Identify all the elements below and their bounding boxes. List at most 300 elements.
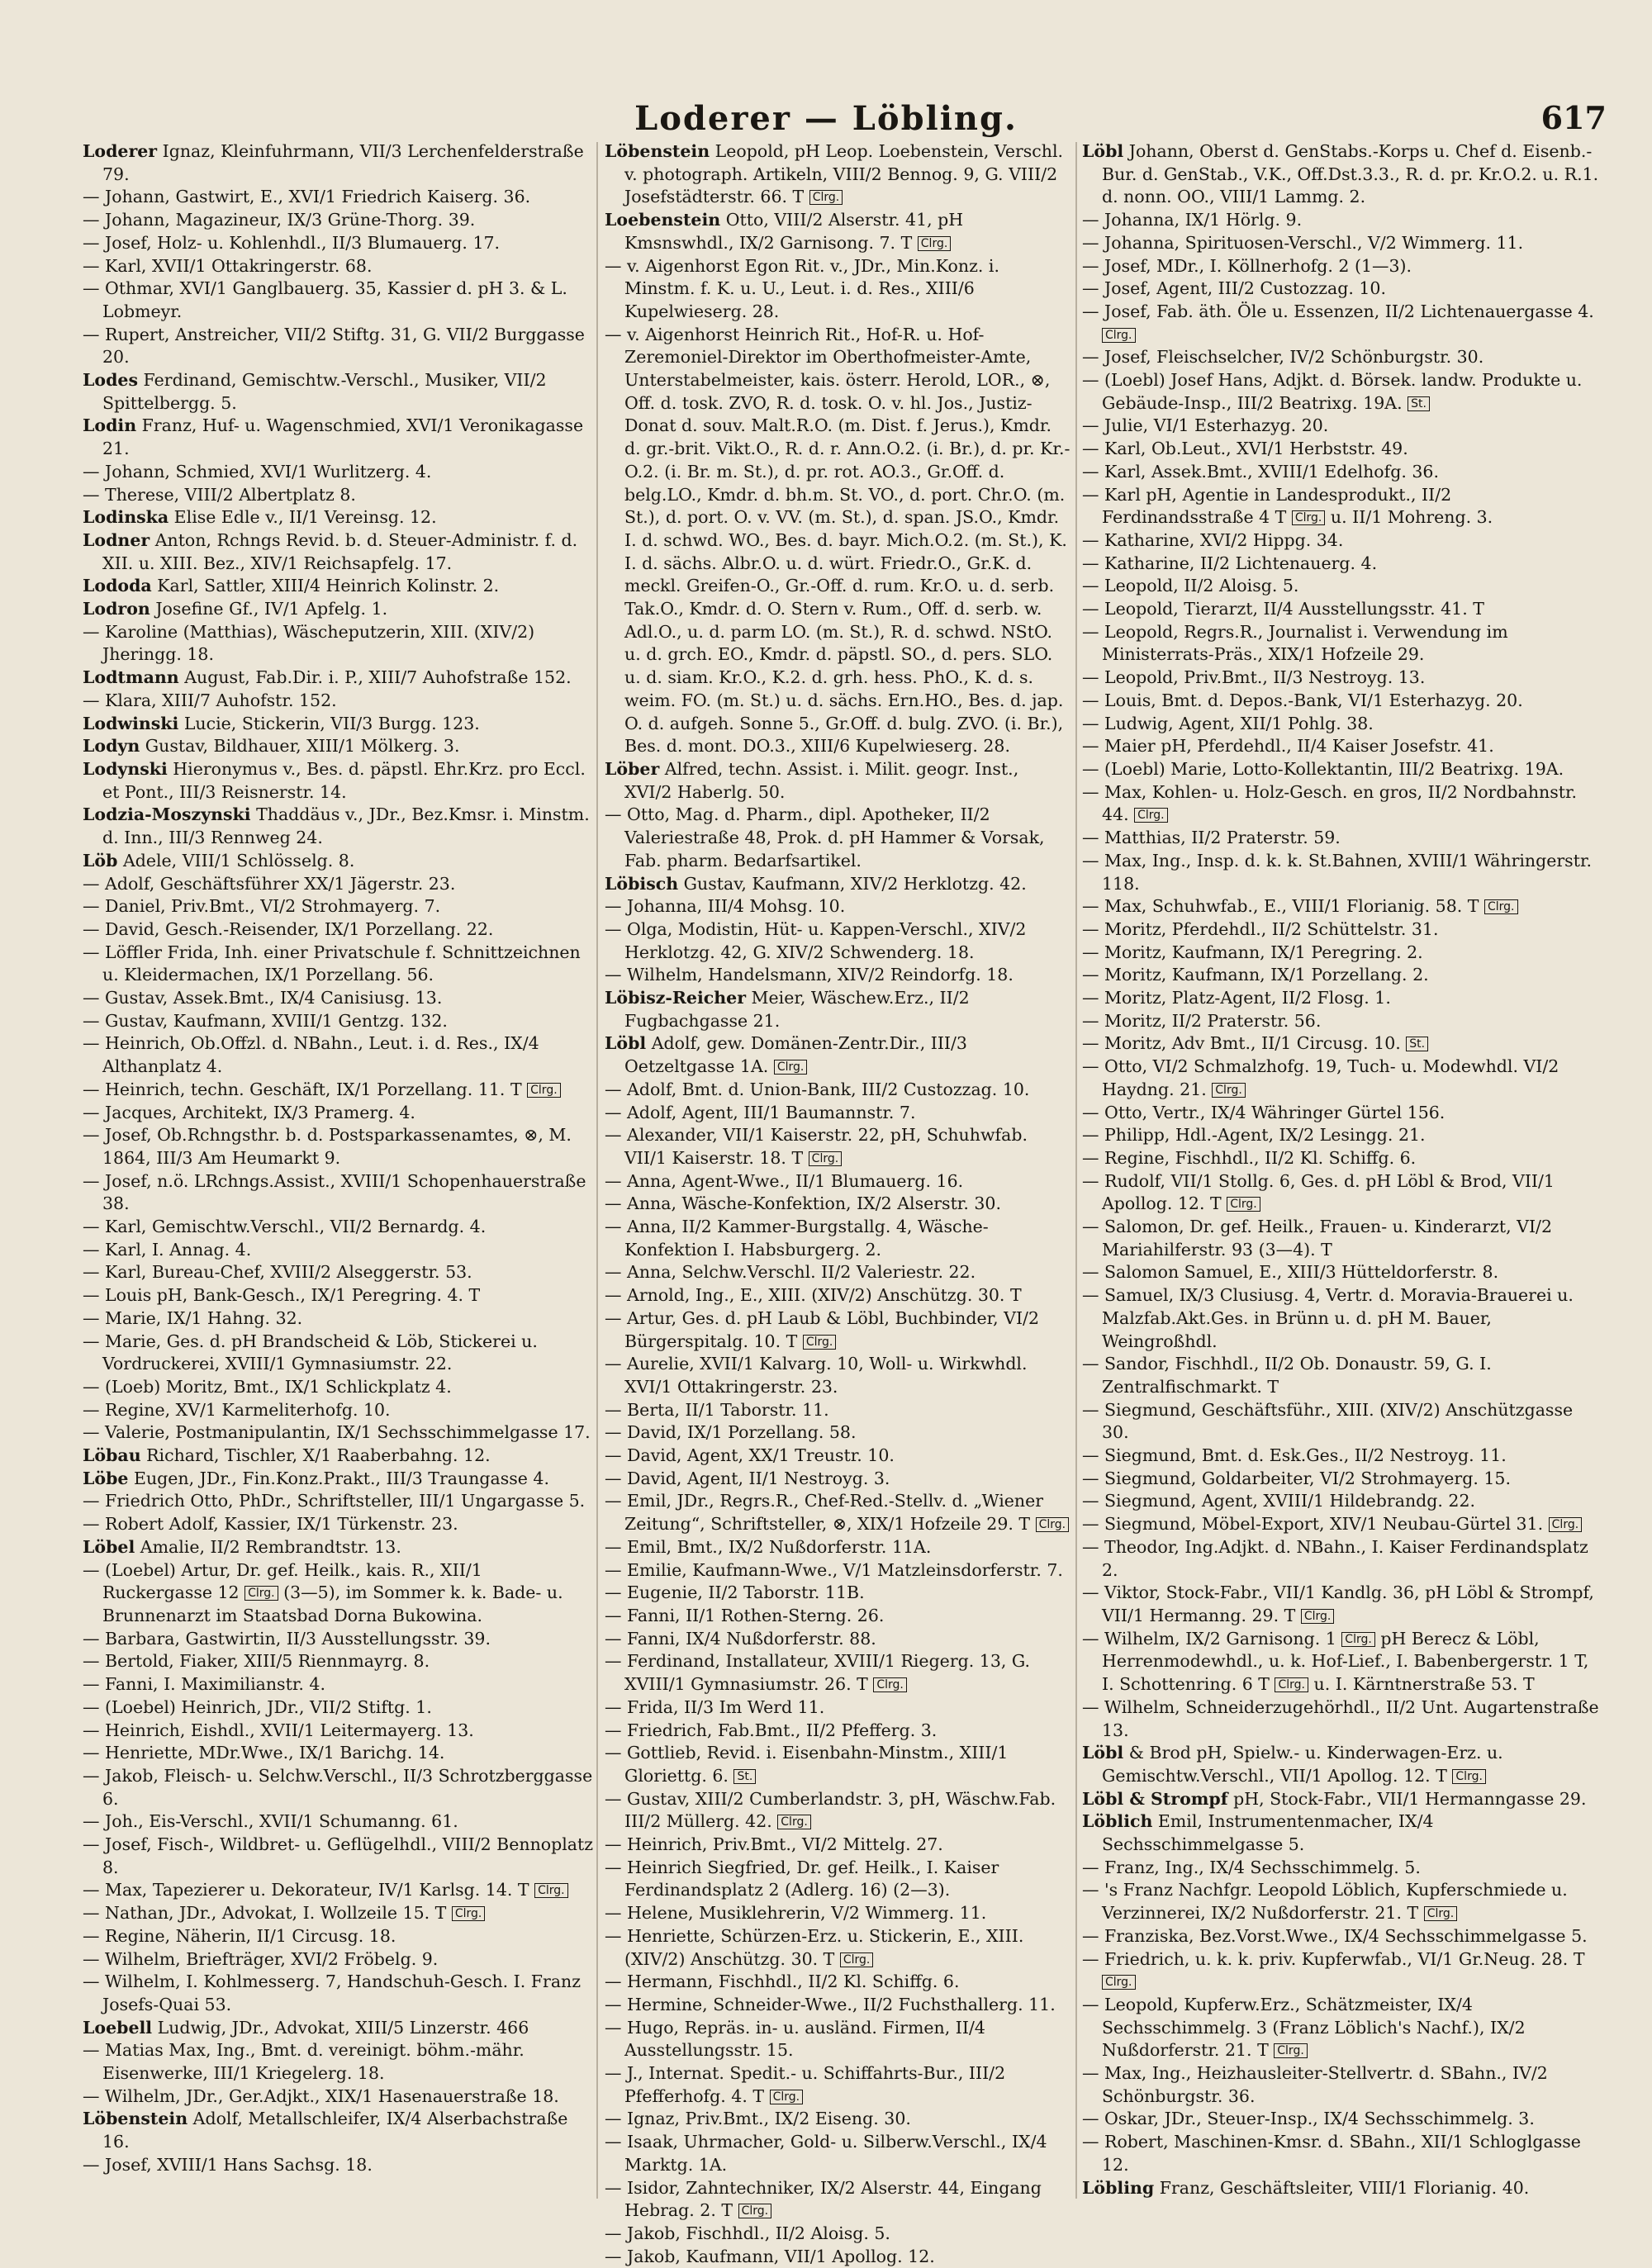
entry-text: August, Fab.Dir. i. P., XIII/7 Auhofstraße 152. xyxy=(178,667,572,688)
entry-text: — Moritz, Platz-Agent, II/2 Flosg. 1. xyxy=(1082,988,1391,1008)
directory-entry xyxy=(83,850,595,873)
entry-text: — Hermine, Schneider-Wwe., II/2 Fuchsthallerg. 11. xyxy=(605,1994,1056,2014)
directory-entry xyxy=(605,1857,1071,1902)
entry-text: — Ignaz, Priv.Bmt., IX/2 Eiseng. 30. xyxy=(605,2109,911,2129)
directory-entry xyxy=(83,1720,595,1743)
directory-entry xyxy=(83,1102,595,1125)
entry-tag: Clrg. xyxy=(1424,1906,1458,1921)
entry-tag: St. xyxy=(733,1769,756,1784)
entry-text: — Barbara, Gastwirtin, II/3 Ausstellungsstr. 39. xyxy=(83,1628,491,1649)
entry-text: — Robert, Maschinen-Kmsr. d. SBahn., XII/1 Schloglgasse 12. xyxy=(1082,2132,1581,2175)
directory-entry xyxy=(83,1765,595,1810)
entry-text: — Marie, Ges. d. pH Brandscheid & Löb, Stickerei u. Vordruckerei, XVIII/1 Gymnasiumstr. 22. xyxy=(83,1331,538,1374)
directory-entry xyxy=(83,942,595,987)
entry-text: Gustav, Kaufmann, XIV/2 Herklotzg. 42. xyxy=(678,873,1027,894)
entry-text: — Helene, Musiklehrerin, V/2 Wimmerg. 11. xyxy=(605,1903,987,1924)
directory-entry xyxy=(1082,1742,1602,1787)
directory-entry xyxy=(605,1032,1071,1078)
entry-text: — Karl, XVII/1 Ottakringerstr. 68. xyxy=(83,255,373,276)
entry-tag: Clrg. xyxy=(873,1677,907,1692)
entry-text: — Otto, Vertr., IX/4 Währinger Gürtel 156. xyxy=(1082,1102,1446,1122)
entry-text: — Frida, II/3 Im Werd 11. xyxy=(605,1696,825,1717)
directory-entry xyxy=(605,1902,1071,1925)
directory-entry xyxy=(83,1399,595,1422)
entry-surname: Löblich xyxy=(1082,1811,1153,1832)
entry-surname: Lodtmann xyxy=(83,667,179,688)
entry-text: — Max, Schuhwfab., E., VIII/1 Florianig. 58. T xyxy=(1082,896,1484,917)
entry-text: — Heinrich, Eishdl., XVII/1 Leitermayerg. 13. xyxy=(83,1720,474,1740)
directory-entry xyxy=(605,964,1071,987)
directory-entry xyxy=(83,1971,595,2016)
directory-entry xyxy=(605,2017,1071,2062)
entry-surname: Löbling xyxy=(1082,2177,1155,2198)
directory-entry xyxy=(605,2246,1071,2268)
entry-text: — Rudolf, VII/1 Stollg. 6, Ges. d. pH Löbl & Brod, VII/1 Apollog. 12. T xyxy=(1082,1170,1555,1214)
entry-text: — Leopold, Priv.Bmt., II/3 Nestroyg. 13. xyxy=(1082,667,1426,688)
directory-entry xyxy=(83,1673,595,1696)
directory-entry xyxy=(605,918,1071,964)
directory-entry xyxy=(1082,1124,1602,1147)
entry-text: — Siegmund, Agent, XVIII/1 Hildebrandg. 22. xyxy=(1082,1491,1476,1511)
entry-text: — Johann, Schmied, XVI/1 Wurlitzerg. 4. xyxy=(83,461,432,482)
directory-entry xyxy=(83,1010,595,1033)
entry-surname: Löbisch xyxy=(605,873,679,894)
entry-text: — Johann, Magazineur, IX/3 Grüne-Thorg. 39. xyxy=(83,210,476,230)
directory-entry xyxy=(1082,895,1602,918)
entry-text: — Siegmund, Geschäftsführ., XIII. (XIV/2) Anschützgasse 30. xyxy=(1082,1399,1574,1443)
entry-surname: Löbau xyxy=(83,1445,141,1466)
directory-entry xyxy=(1082,529,1602,553)
directory-entry xyxy=(83,255,595,278)
entry-text: — Salomon, Dr. gef. Heilk., Frauen- u. Kinderarzt, VI/2 Mariahilferstr. 93 (3—4). T xyxy=(1082,1217,1552,1260)
running-head: Loderer — Löbling. xyxy=(634,99,1018,138)
entry-text: — Othmar, XVI/1 Ganglbauerg. 35, Kassier d. pH 3. & L. Lobmeyr. xyxy=(83,278,567,321)
directory-entry xyxy=(1082,713,1602,736)
directory-entry xyxy=(83,529,595,575)
directory-entry xyxy=(83,2039,595,2085)
entry-text: — 's Franz Nachfgr. Leopold Löblich, Kupferschmiede u. Verzinnerei, IX/2 Nußdorferstr. 21. T xyxy=(1082,1880,1568,1924)
entry-text: — Leopold, Regrs.R., Journalist i. Verwendung im Ministerrats-Präs., XIX/1 Hofzeile 29. xyxy=(1082,621,1508,665)
entry-text: Richard, Tischler, X/1 Raaberbahng. 12. xyxy=(140,1445,491,1466)
entry-text: — Adolf, Agent, III/1 Baumannstr. 7. xyxy=(605,1102,916,1122)
entry-tag: Clrg. xyxy=(1292,510,1326,525)
directory-entry xyxy=(605,2177,1071,2223)
directory-entry xyxy=(605,1834,1071,1857)
entry-surname: Lodes xyxy=(83,370,139,391)
column-1 xyxy=(83,140,595,2205)
entry-text: — Karl, Ob.Leut., XVI/1 Herbststr. 49. xyxy=(1082,439,1408,459)
entry-text: — Siegmund, Goldarbeiter, VI/2 Strohmayerg. 15. xyxy=(1082,1468,1511,1488)
directory-entry xyxy=(1082,1399,1602,1445)
directory-entry xyxy=(605,209,1071,254)
entry-text: — Henriette, MDr.Wwe., IX/1 Barichg. 14. xyxy=(83,1743,445,1763)
entry-text: — Olga, Modistin, Hüt- u. Kappen-Verschl., XIV/2 Herklotzg. 42, G. XIV/2 Schwenderg. 18. xyxy=(605,918,1027,962)
entry-text: — Nathan, JDr., Advokat, I. Wollzeile 15. T xyxy=(83,1903,452,1924)
directory-entry xyxy=(83,1925,595,1948)
entry-text: — Karl, I. Annag. 4. xyxy=(83,1239,252,1260)
entry-text: — Bertold, Fiaker, XIII/5 Riennmayrg. 8. xyxy=(83,1651,430,1672)
page-number: 617 xyxy=(1540,99,1607,136)
directory-entry xyxy=(1082,2131,1602,2176)
directory-entry xyxy=(1082,987,1602,1010)
directory-entry xyxy=(83,667,595,690)
directory-entry xyxy=(605,255,1071,324)
directory-entry xyxy=(605,1193,1071,1216)
entry-text: — Ferdinand, Installateur, XVIII/1 Riegerg. 13, G. XVIII/1 Gymnasiumstr. 26. T xyxy=(605,1651,1031,1695)
entry-text: — Emil, JDr., Regrs.R., Chef-Red.-Stellv. d. „Wiener Zeitung“, Schriftsteller, ⊗, XIX/1 Hofzeile 29. T xyxy=(605,1491,1044,1535)
entry-text: — Isaak, Uhrmacher, Gold- u. Silberw.Verschl., IX/4 Marktg. 1A. xyxy=(605,2132,1047,2175)
directory-entry xyxy=(83,2108,595,2153)
directory-entry xyxy=(83,1696,595,1720)
column-2 xyxy=(605,140,1071,2266)
directory-entry xyxy=(1082,415,1602,438)
directory-entry xyxy=(83,461,595,484)
directory-entry xyxy=(605,1216,1071,1261)
entry-surname: Lodner xyxy=(83,529,150,550)
directory-entry xyxy=(605,758,1071,804)
directory-entry xyxy=(83,232,595,255)
directory-entry xyxy=(1082,553,1602,576)
entry-text: Ludwig, JDr., Advokat, XIII/5 Linzerstr. 466 xyxy=(152,2017,529,2038)
directory-entry xyxy=(83,1468,595,1491)
entry-text: — Heinrich, techn. Geschäft, IX/1 Porzellang. 11. T xyxy=(83,1079,528,1099)
entry-text: — Emil, Bmt., IX/2 Nußdorferstr. 11A. xyxy=(605,1536,932,1557)
directory-entry xyxy=(605,1605,1071,1628)
entry-text: — Jakob, Fischhdl., II/2 Aloisg. 5. xyxy=(605,2223,890,2243)
entry-tag: Clrg. xyxy=(1212,1083,1246,1098)
entry-text: — v. Aigenhorst Heinrich Rit., Hof-R. u. Hof-Zeremoniel-Direktor im Oberthofmeister-Amte, Unterstabelmeister, kais. österr. Herold, LOR., ⊗, Off. d. tosk. ZVO, R. d. tosk. O. v. hl. Jos., Justiz-Donat d. souv. Malt.R.O. (m. Dist. f. Jerus.), Kmdr. d. gr.-brit. Vikt.O., R. d. r. Ann.O.2. (i. Br.), d. pr. Kr.-O.2. (i. Br. m. St.), d. pr. rot. AO.3., Gr.Off. d. belg.LO., Kmdr. d. bh.m. St. VO., d. port. Chr.O. (m. St.), d. port. O. v. VV. (m. St.), d. span. JS.O., Kmdr. I. d. schwd. WO., Bes. d. bayr. Mich.O.2. (m. St.), K. I. d. sächs. Albr.O. u. d. würt. Friedr.O., Gr.K. d. meckl. Greifen-O., Gr.-Off. d. rum. Kr.O. u. d. serb. Tak.O., Kmdr. d. O. Stern v. Rum., Off. d. serb. w. Adl.O., u. d. parm LO. (m. St.), R. d. schwd. NStO. u. d. grch. EO., Kmdr. d. päpstl. SO., d. pers. SLO. u. d. siam. Kr.O., K.2. d. grh. hess. PhO., K. d. s. weim. FO. (m. St.) u. d. sächs. Ern.HO., Bes. d. jap. O. d. aufgeh. Sonne 5., Gr.Off. d. bulg. ZVO. (i. Br.), Bes. d. mont. DO.3., XIII/6 Kupelwieserg. 28. xyxy=(605,324,1070,757)
directory-entry xyxy=(605,2108,1071,2131)
directory-entry xyxy=(83,2085,595,2109)
entry-text: — Regine, Fischhdl., II/2 Kl. Schiffg. 6. xyxy=(1082,1147,1417,1168)
entry-text: — Katharine, XVI/2 Hippg. 34. xyxy=(1082,529,1344,550)
entry-surname: Loebenstein xyxy=(605,210,721,230)
entry-text: — Julie, VI/1 Esterhazyg. 20. xyxy=(1082,415,1329,436)
entry-text: — Max, Kohlen- u. Holz-Gesch. en gros, II/2 Nordbahnstr. 44. xyxy=(1082,781,1578,825)
entry-text: — Aurelie, XVII/1 Kalvarg. 10, Woll- u. Wirkwhdl. XVI/1 Ottakringerstr. 23. xyxy=(605,1354,1028,1397)
directory-entry xyxy=(1082,1628,1602,1696)
directory-entry xyxy=(1082,598,1602,621)
directory-entry xyxy=(1082,1536,1602,1582)
entry-text: — Sandor, Fischhdl., II/2 Ob. Donaustr. 59, G. I. Zentralfischmarkt. T xyxy=(1082,1354,1492,1397)
entry-text: — Fanni, II/1 Rothen-Sterng. 26. xyxy=(605,1606,885,1625)
entry-text: — Wilhelm, IX/2 Garnisong. 1 xyxy=(1082,1628,1342,1649)
directory-entry xyxy=(1082,850,1602,895)
directory-entry xyxy=(605,1628,1071,1651)
entry-text: Adolf, gew. Domänen-Zentr.Dir., III/3 Oetzeltgasse 1A. xyxy=(624,1033,967,1077)
entry-text: — Friedrich, u. k. k. priv. Kupferwfab., VI/1 Gr.Neug. 28. T xyxy=(1082,1948,1585,1969)
directory-entry xyxy=(605,1582,1071,1605)
entry-text: — Ludwig, Agent, XII/1 Pohlg. 38. xyxy=(1082,713,1374,733)
entry-surname: Lodynski xyxy=(83,758,168,779)
entry-surname: Löbl & Strompf xyxy=(1082,1788,1228,1809)
entry-text: Anton, Rchngs Revid. b. d. Steuer-Administr. f. d. XII. u. XIII. Bez., XIV/1 Reichsapfelg. 17. xyxy=(102,529,578,573)
directory-entry xyxy=(605,1261,1071,1284)
entry-text: — Arnold, Ing., E., XIII. (XIV/2) Anschützg. 30. T xyxy=(605,1285,1022,1306)
entry-surname: Lodin xyxy=(83,415,137,436)
entry-text: — Josef, Agent, III/2 Custozzag. 10. xyxy=(1082,278,1386,299)
entry-text: — Philipp, Hdl.-Agent, IX/2 Lesingg. 21. xyxy=(1082,1125,1426,1146)
entry-text: — Josef, Fisch-, Wildbret- u. Geflügelhdl., VIII/2 Bennoplatz 8. xyxy=(83,1834,594,1877)
entry-text: — Berta, II/1 Taborstr. 11. xyxy=(605,1399,829,1420)
entry-text: — Johann, Gastwirt, E., XVI/1 Friedrich Kaiserg. 36. xyxy=(83,187,531,207)
directory-entry xyxy=(605,1536,1071,1559)
directory-entry xyxy=(83,1902,595,1925)
directory-entry xyxy=(605,1124,1071,1170)
entry-text: — Jakob, Fleisch- u. Selchw.Verschl., II/3 Schrotzberggasse 6. xyxy=(83,1765,593,1809)
directory-entry xyxy=(83,873,595,896)
entry-text: — Alexander, VII/1 Kaiserstr. 22, pH, Schuhwfab. VII/1 Kaiserstr. 18. T xyxy=(605,1125,1028,1168)
entry-text: — v. Aigenhorst Egon Rit. v., JDr., Min.Konz. i. Minstm. f. K. u. U., Leut. i. d. Res., XIII/6 Kupelwieserg. 28. xyxy=(605,255,999,321)
entry-tag: Clrg. xyxy=(738,2204,772,2218)
directory-entry xyxy=(83,1331,595,1376)
entry-surname: Lododa xyxy=(83,576,152,596)
entry-text: — Theodor, Ing.Adjkt. d. NBahn., I. Kaiser Ferdinandsplatz 2. xyxy=(1082,1536,1588,1580)
directory-entry xyxy=(1082,209,1602,232)
directory-entry xyxy=(1082,1147,1602,1170)
directory-entry xyxy=(605,1468,1071,1491)
entry-surname: Löbl xyxy=(605,1033,647,1054)
directory-entry xyxy=(83,1216,595,1239)
entry-text: — Matias Max, Ing., Bmt. d. vereinigt. böhm.-mähr. Eisenwerke, III/1 Kriegelerg. 18. xyxy=(83,2040,525,2084)
directory-entry xyxy=(83,918,595,942)
entry-text: — Heinrich, Ob.Offzl. d. NBahn., Leut. i. d. Res., IX/4 Althanplatz 4. xyxy=(83,1033,539,1077)
entry-text: pH, Stock-Fabr., VII/1 Hermanngasse 29. xyxy=(1227,1788,1587,1809)
directory-entry xyxy=(1082,1994,1602,2062)
directory-entry xyxy=(83,1536,595,1559)
directory-entry xyxy=(83,506,595,529)
directory-entry xyxy=(605,2223,1071,2246)
entry-text: — Hugo, Repräs. in- u. ausländ. Firmen, II/4 Ausstellungsstr. 15. xyxy=(605,2017,985,2061)
directory-entry xyxy=(1082,255,1602,278)
directory-entry xyxy=(83,324,595,369)
directory-entry xyxy=(83,1124,595,1170)
entry-text: — Löffler Frida, Inh. einer Privatschule f. Schnittzeichnen u. Kleidermachen, IX/1 Porzellang. 56. xyxy=(83,942,581,985)
entry-text: Adolf, Metallschleifer, IX/4 Alserbachstraße 16. xyxy=(102,2109,568,2152)
entry-text: — Eugenie, II/2 Taborstr. 11B. xyxy=(605,1582,865,1603)
entry-text: — Artur, Ges. d. pH Laub & Löbl, Buchbinder, VI/2 Bürgerspitalg. 10. T xyxy=(605,1307,1040,1351)
directory-entry xyxy=(605,1353,1071,1398)
directory-entry xyxy=(83,1810,595,1834)
entry-text: — Franz, Ing., IX/4 Sechsschimmelg. 5. xyxy=(1082,1857,1421,1877)
entry-text: — Wilhelm, JDr., Ger.Adjkt., XIX/1 Hasenauerstraße 18. xyxy=(83,2085,559,2106)
directory-entry xyxy=(83,369,595,415)
entry-text: Adele, VIII/1 Schlösselg. 8. xyxy=(117,850,355,871)
entry-text: Thaddäus v., JDr., Bez.Kmsr. i. Minstm. d. Inn., III/3 Rennweg 24. xyxy=(102,804,590,848)
entry-text: — Viktor, Stock-Fabr., VII/1 Kandlg. 36, pH Löbl & Strompf, VII/1 Hermanng. 29. T xyxy=(1082,1582,1594,1625)
entry-text: — Salomon Samuel, E., XIII/3 Hütteldorferstr. 8. xyxy=(1082,1262,1499,1283)
directory-entry xyxy=(605,804,1071,872)
directory-entry xyxy=(605,1925,1071,1971)
entry-tag: Clrg. xyxy=(1227,1197,1260,1212)
directory-entry xyxy=(1082,1010,1602,1033)
directory-entry xyxy=(1082,575,1602,598)
entry-text: — Otto, Mag. d. Pharm., dipl. Apotheker, II/2 Valeriestraße 48, Prok. d. pH Hammer & Vorsak, Fab. pharm. Bedarfsartikel. xyxy=(605,804,1045,871)
entry-text: Josefine Gf., IV/1 Apfelg. 1. xyxy=(150,599,388,619)
directory-entry xyxy=(605,1421,1071,1445)
entry-text: — Johanna, Spirituosen-Verschl., V/2 Wimmerg. 11. xyxy=(1082,232,1524,253)
entry-text: Emil, Instrumentenmacher, IX/4 Sechsschimmelgasse 5. xyxy=(1102,1811,1434,1855)
entry-text: — Louis, Bmt. d. Depos.-Bank, VI/1 Esterhazyg. 20. xyxy=(1082,690,1523,710)
entry-text: Franz, Geschäftsleiter, VIII/1 Florianig. 40. xyxy=(1154,2177,1530,2198)
directory-entry xyxy=(83,186,595,209)
directory-entry xyxy=(1082,1948,1602,1994)
entry-text: Leopold, pH Leop. Loebenstein, Verschl. v. photograph. Artikeln, VIII/2 Bennog. 9, G. VIII/2 Josefstädterstr. 66. T xyxy=(624,141,1064,207)
entry-text: — Jacques, Architekt, IX/3 Pramerg. 4. xyxy=(83,1102,415,1122)
entry-surname: Loderer xyxy=(83,141,158,161)
entry-text: — (Loebl) Josef Hans, Adjkt. d. Börsek. landw. Produkte u. Gebäude-Insp., III/2 Beatrixg. 19A. xyxy=(1082,370,1583,413)
entry-surname: Löb xyxy=(83,850,118,871)
entry-text: — Leopold, Kupferw.Erz., Schätzmeister, IX/4 Sechsschimmelg. 3 (Franz Löblich's Nachf.), IX/2 Nußdorferstr. 21. T xyxy=(1082,1994,1526,2061)
entry-text: — David, Agent, II/1 Nestroyg. 3. xyxy=(605,1468,890,1488)
entry-text: — Anna, II/2 Kammer-Burgstallg. 4, Wäsche-Konfektion I. Habsburgerg. 2. xyxy=(605,1217,989,1260)
column-3 xyxy=(1082,140,1602,2205)
directory-entry xyxy=(1082,1056,1602,1101)
directory-entry xyxy=(605,1696,1071,1720)
directory-entry xyxy=(1082,301,1602,346)
directory-entry xyxy=(83,1421,595,1445)
directory-entry xyxy=(83,484,595,507)
entry-tag: Clrg. xyxy=(1484,899,1518,914)
directory-entry xyxy=(83,804,595,849)
entry-tag: Clrg. xyxy=(777,1815,811,1829)
entry-text: & Brod pH, Spielw.- u. Kinderwagen-Erz. u. Gemischtw.Verschl., VII/1 Apollog. 12. T xyxy=(1102,1743,1503,1786)
directory-entry xyxy=(83,1079,595,1102)
entry-tag: Clrg. xyxy=(809,1151,843,1166)
entry-text-cont: u. II/1 Mohreng. 3. xyxy=(1325,507,1493,528)
entry-text: Eugen, JDr., Fin.Konz.Prakt., III/3 Traungasse 4. xyxy=(128,1468,549,1488)
directory-entry xyxy=(1082,369,1602,415)
entry-text: — Moritz, Pferdehdl., II/2 Schüttelstr. 31. xyxy=(1082,918,1439,939)
directory-entry xyxy=(605,987,1071,1032)
directory-entry xyxy=(1082,346,1602,369)
entry-surname: Loebell xyxy=(83,2017,153,2038)
directory-entry xyxy=(83,987,595,1010)
directory-entry xyxy=(1082,1353,1602,1398)
entry-tag: Clrg. xyxy=(1301,1609,1335,1624)
directory-entry xyxy=(1082,942,1602,965)
directory-entry xyxy=(605,1170,1071,1193)
entry-text: — David, IX/1 Porzellang. 58. xyxy=(605,1422,857,1443)
entry-text: Otto, VIII/2 Alserstr. 41, pH Kmsnswhdl., IX/2 Garnisong. 7. T xyxy=(624,210,964,253)
directory-entry xyxy=(1082,1490,1602,1513)
directory-entry xyxy=(1082,621,1602,667)
directory-entry xyxy=(83,278,595,323)
entry-text: — Wilhelm, Schneiderzugehörhdl., II/2 Unt. Augartenstraße 13. xyxy=(1082,1696,1599,1740)
entry-tag: Clrg. xyxy=(1274,2043,1308,2058)
directory-entry xyxy=(1082,690,1602,713)
entry-text: Meier, Wäschew.Erz., II/2 Fugbachgasse 21. xyxy=(624,988,970,1031)
entry-text: — Klara, XIII/7 Auhofstr. 152. xyxy=(83,690,337,710)
directory-entry xyxy=(1082,964,1602,987)
column-rule xyxy=(596,142,598,2199)
entry-text: — Max, Ing., Heizhausleiter-Stellvertr. d. SBahn., IV/2 Schönburgstr. 36. xyxy=(1082,2063,1548,2106)
directory-entry xyxy=(83,1742,595,1765)
entry-tag: Clrg. xyxy=(770,2090,804,2104)
entry-text: Ignaz, Kleinfuhrmann, VII/3 Lerchenfelderstraße 79. xyxy=(102,141,584,184)
directory-entry xyxy=(83,575,595,598)
entry-text: — Maier pH, Pferdehdl., II/4 Kaiser Josefstr. 41. xyxy=(1082,736,1494,757)
entry-tag: Clrg. xyxy=(1102,1975,1136,1990)
entry-text: — Regine, XV/1 Karmeliterhofg. 10. xyxy=(83,1399,391,1420)
entry-text: — Isidor, Zahntechniker, IX/2 Alserstr. 44, Eingang Hebrag. 2. T xyxy=(605,2177,1042,2221)
directory-entry xyxy=(83,1376,595,1399)
directory-entry xyxy=(83,758,595,804)
directory-entry xyxy=(83,1834,595,1879)
entry-text: — Gustav, Assek.Bmt., IX/4 Canisiusg. 13. xyxy=(83,988,443,1008)
entry-surname: Löbenstein xyxy=(83,2109,188,2129)
entry-text: — Samuel, IX/3 Clusiusg. 4, Vertr. d. Moravia-Brauerei u. Malzfab.Akt.Ges. in Brünn u. d. pH M. Bauer, Weingroßhdl. xyxy=(1082,1285,1574,1351)
entry-tag: Clrg. xyxy=(1341,1632,1375,1647)
entry-tag: Clrg. xyxy=(809,190,843,205)
entry-text: — Friedrich Otto, PhDr., Schriftsteller, III/1 Ungargasse 5. xyxy=(83,1491,586,1511)
directory-entry xyxy=(1082,667,1602,690)
entry-text: — Josef, n.ö. LRchngs.Assist., XVIII/1 Schopenhauerstraße 38. xyxy=(83,1170,586,1214)
directory-entry xyxy=(83,1239,595,1262)
entry-text: — Fanni, I. Maximilianstr. 4. xyxy=(83,1674,325,1695)
directory-entry xyxy=(83,598,595,621)
directory-entry xyxy=(83,713,595,736)
entry-text: — Leopold, Tierarzt, II/4 Ausstellungsstr. 41. T xyxy=(1082,599,1484,619)
entry-text: Karl, Sattler, XIII/4 Heinrich Kolinstr. 2. xyxy=(151,576,500,596)
entry-text: Elise Edle v., II/1 Vereinsg. 12. xyxy=(169,507,437,528)
directory-entry xyxy=(83,1490,595,1513)
entry-text: — Moritz, Kaufmann, IX/1 Porzellang. 2. xyxy=(1082,965,1429,985)
directory-entry xyxy=(83,621,595,667)
directory-entry xyxy=(83,2154,595,2177)
directory-entry xyxy=(1082,1032,1602,1056)
directory-entry xyxy=(605,1399,1071,1422)
entry-text: — Regine, Näherin, II/1 Circusg. 18. xyxy=(83,1925,396,1946)
directory-entry xyxy=(605,140,1071,209)
entry-text: — Katharine, II/2 Lichtenauerg. 4. xyxy=(1082,553,1378,573)
directory-entry xyxy=(605,1788,1071,1834)
directory-entry xyxy=(605,2062,1071,2108)
directory-entry xyxy=(605,1079,1071,1102)
entry-text: — Gustav, XIII/2 Cumberlandstr. 3, pH, Wäschw.Fab. III/2 Müllerg. 42. xyxy=(605,1788,1056,1832)
directory-entry xyxy=(1082,1284,1602,1353)
entry-text: — Josef, Holz- u. Kohlenhdl., II/3 Blumauerg. 17. xyxy=(83,232,501,253)
entry-text: — Karl, Bureau-Chef, XVIII/2 Alseggerstr. 53. xyxy=(83,1262,472,1283)
entry-tag: Clrg. xyxy=(1134,808,1168,823)
directory-entry xyxy=(83,690,595,713)
directory-entry xyxy=(1082,1879,1602,1924)
entry-text: — Robert Adolf, Kassier, IX/1 Türkenstr. 23. xyxy=(83,1514,458,1535)
entry-text: — David, Agent, XX/1 Treustr. 10. xyxy=(605,1445,895,1466)
entry-text: — Gustav, Kaufmann, XVIII/1 Gentzg. 132. xyxy=(83,1010,448,1031)
entry-surname: Löbisz-Reicher xyxy=(605,988,746,1008)
directory-entry xyxy=(1082,758,1602,781)
entry-surname: Lodyn xyxy=(83,736,140,757)
entry-text: — Heinrich, Priv.Bmt., VI/2 Mittelg. 27. xyxy=(605,1834,943,1855)
directory-entry xyxy=(83,1307,595,1331)
directory-entry xyxy=(83,735,595,758)
entry-tag: Clrg. xyxy=(840,1952,874,1967)
entry-text: — Louis pH, Bank-Gesch., IX/1 Peregring. 4. T xyxy=(83,1285,481,1306)
entry-text: — Anna, Wäsche-Konfektion, IX/2 Alserstr. 30. xyxy=(605,1193,1001,1214)
entry-text: Alfred, techn. Assist. i. Milit. geogr. Inst., XVI/2 Haberlg. 50. xyxy=(624,758,1019,802)
entry-text-cont: pH Berecz & Löbl, Herrenmodewhdl., u. k. Hof-Lief., I. Babenbergerstr. 1 T, I. Schottenring. 6 T xyxy=(1102,1628,1589,1695)
entry-text: — Daniel, Priv.Bmt., VI/2 Strohmayerg. 7. xyxy=(83,896,441,917)
entry-tag: Clrg. xyxy=(803,1335,837,1350)
entry-text: — Wilhelm, Handelsmann, XIV/2 Reindorfg. 18. xyxy=(605,965,1014,985)
entry-text: — Max, Ing., Insp. d. k. k. St.Bahnen, XVIII/1 Währingerstr. 118. xyxy=(1082,850,1593,894)
directory-entry xyxy=(83,1170,595,1216)
directory-entry xyxy=(605,2131,1071,2176)
directory-entry xyxy=(83,209,595,232)
entry-text: — Therese, VIII/2 Albertplatz 8. xyxy=(83,484,356,505)
entry-text-cont: (3—5), im Sommer k. k. Bade- u. Brunnenarzt im Staatsbad Dorna Bukowina. xyxy=(102,1582,563,1625)
